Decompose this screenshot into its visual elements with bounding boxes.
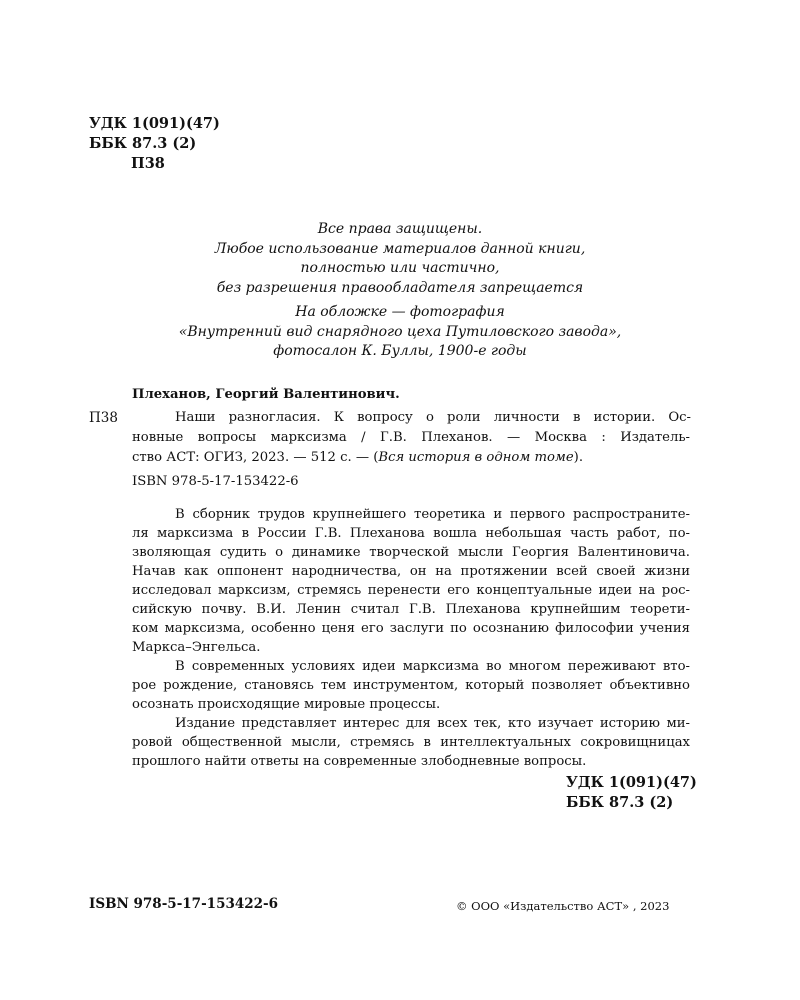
annotation-bbk: ББК 87.3 (2) (566, 794, 674, 811)
catalog-author: Плеханов, Георгий Валентинович. (132, 387, 400, 402)
catalog-title-line: новные вопросы марксизма / Г.В. Плеханов. — Москва : Издатель- (132, 430, 690, 445)
catalog-title-line: Наши разногласия. К вопросу о роли личности в истории. Ос- (175, 410, 691, 425)
annotation-line: В сборник трудов крупнейшего теоретика и первого распространите- (175, 507, 690, 522)
rights-line: Любое использование материалов данной книги, (214, 240, 586, 257)
classification-codes (89, 114, 220, 174)
footer-isbn: ISBN 978-5-17-153422-6 (89, 896, 279, 912)
annotation-line: ровой общественной мысли, стремясь в интеллектуальных сокровищницах (132, 735, 690, 750)
catalog-series-close: ). (573, 450, 584, 465)
annotation-line: Начав как оппонент народничества, он на протяжении всей своей жизни (132, 564, 690, 579)
annotation-line: Издание представляет интерес для всех тек, кто изучает историю ми- (175, 716, 690, 731)
cover-note-line: фотосалон К. Буллы, 1900-е годы (273, 343, 527, 359)
annotation-line: В современных условиях идеи марксизма во многом переживают вто- (175, 659, 690, 674)
annotation-line: исследовал марксизм, стремясь перенести его концептуальные идеи на рос- (132, 583, 690, 598)
rights-line: без разрешения правообладателя запрещается (216, 279, 584, 296)
cover-note-line: На обложке — фотография (295, 304, 505, 320)
rights-notice (90, 220, 710, 298)
udk-code: УДК 1(091)(47) (89, 115, 220, 132)
author-mark: П38 (131, 155, 165, 172)
annotation-udk: УДК 1(091)(47) (566, 774, 697, 791)
annotation-line: осознать происходящие мировые процессы. (132, 697, 441, 712)
annotation-line: сийскую почву. В.И. Ленин считал Г.В. Плеханова крупнейшим теорети- (132, 602, 690, 617)
rights-line: полностью или частично, (300, 260, 500, 276)
annotation-line: ля марксизма в России Г.В. Плеханова вошла небольшая часть работ, по- (132, 526, 690, 541)
cover-note-line: «Внутренний вид снарядного цеха Путиловского завода», (178, 323, 622, 340)
catalog-title-line (132, 449, 690, 468)
bbk-code: ББК 87.3 (2) (89, 135, 197, 152)
footer-copyright: © ООО «Издательство АСТ» , 2023 (456, 899, 670, 913)
annotation-line: Маркса–Энгельса. (132, 640, 261, 655)
catalog-publisher: ство АСТ: ОГИЗ, 2023. — 512 с. — ( (132, 450, 379, 465)
catalog-isbn: ISBN 978-5-17-153422-6 (132, 474, 299, 489)
annotation-line: прошлого найти ответы на современные злободневные вопросы. (132, 754, 587, 769)
catalog-mark: П38 (89, 410, 118, 426)
annotation-line: ком марксизма, особенно ценя его заслуги по осознанию философии учения (132, 621, 690, 636)
catalog-series: Вся история в одном томе (378, 450, 574, 465)
rights-line: Все права защищены. (317, 221, 483, 237)
cover-note (90, 303, 710, 362)
annotation-line: зволяющая судить о динамике творческой мысли Георгия Валентиновича. (132, 545, 690, 560)
annotation-line: рое рождение, становясь тем инструментом, который позволяет объективно (132, 678, 690, 693)
